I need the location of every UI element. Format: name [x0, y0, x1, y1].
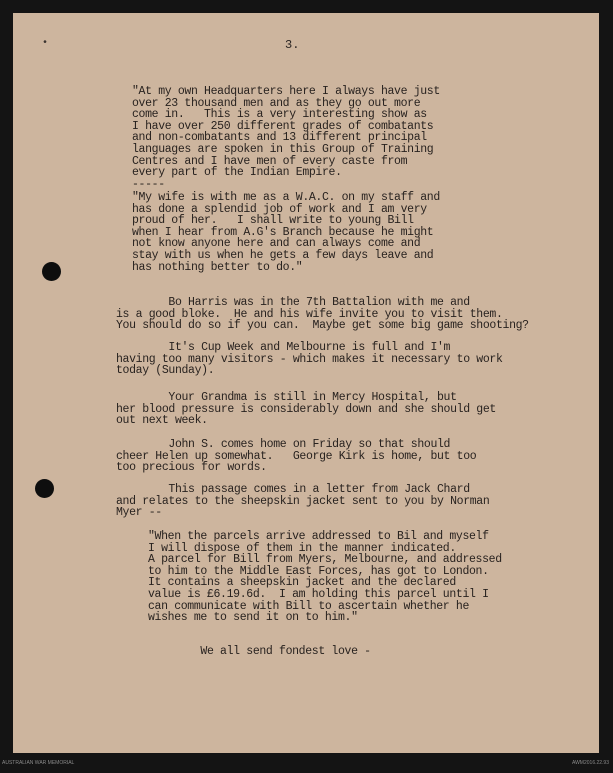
quote-paragraph-1: "At my own Headquarters here I always have just over 23 thousand men and as they go out more come in. This is a very interesting show as I have over 250 different grades of combatants and non-combatants and 13 different principal languages are spoken in this Group of Training Centres and I have men of every caste from every part of the Indian Empire. ----- — [132, 85, 440, 191]
quote-paragraph-2: "My wife is with me as a W.A.C. on my staff and has done a splendid job of work and I am very proud of her. I shall write to young Bill when I hear from A.G's Branch because he might not know anyone here and can always come and stay with us when he gets a few days leave and has nothing better to do." — [132, 191, 440, 274]
footer-left: AUSTRALIAN WAR MEMORIAL — [2, 760, 75, 766]
page-number: 3. — [285, 38, 300, 52]
punch-hole-top — [42, 262, 61, 281]
footer-right: AWM2016.22.93 — [571, 760, 609, 766]
quote-parcel-letter: "When the parcels arrive addressed to Bil and myself I will dispose of them in the manner indicated. A parcel for Bill from Myers, Melbourne, and addressed to him to the Middle East Forces, has got to London. It contains a sheepskin jacket and the declared value is £6.19.6d. I am holding this parcel until I can communicate with Bill to ascertain whether he wishes me to send it on to him." — [148, 530, 502, 625]
paragraph-john: John S. comes home on Friday so that should cheer Helen up somewhat. George Kirk is home, but too too precious for words. — [116, 438, 477, 475]
corner-mark: • — [42, 38, 49, 49]
closing-line: We all send fondest love - — [148, 645, 371, 658]
paragraph-jack-chard: This passage comes in a letter from Jack Chard and relates to the sheepskin jacket sent to you by Norman Myer -- — [116, 483, 490, 520]
paragraph-cup-week: It's Cup Week and Melbourne is full and I'm having too many visitors - which makes it necessary to work today (Sunday). — [116, 341, 503, 378]
punch-hole-bottom — [35, 479, 54, 498]
paragraph-grandma: Your Grandma is still in Mercy Hospital, but her blood pressure is considerably down and she should get out next week. — [116, 391, 496, 428]
paragraph-bo-harris: Bo Harris was in the 7th Battalion with me and is a good bloke. He and his wife invite you to visit them. You should do so if you can. Maybe get some big game shooting? — [116, 296, 529, 333]
